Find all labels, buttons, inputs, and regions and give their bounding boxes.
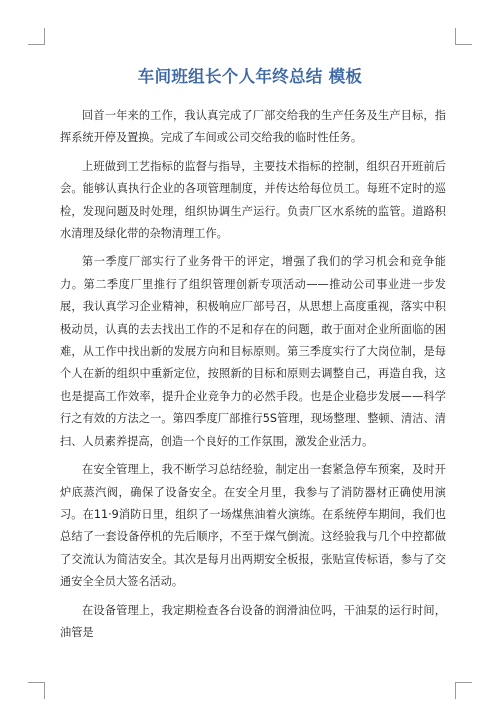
document-body <box>60 105 446 650</box>
crop-mark-bottom-left <box>28 682 45 699</box>
document-title: 车间班组长个人年终总结 模板 <box>137 67 363 86</box>
paragraph-intro: 回首一年来的工作，我认真完成了厂部交给我的生产任务及生产目标，指挥系统开停及置换。完成了车间或公司交给我的临时性任务。 <box>60 109 446 145</box>
paragraph-safety: 在安全管理上，我不断学习总结经验，制定出一套紧急停车预案，及时开炉底蒸汽阀，确保了设备安全。在安全月里，我参与了消防器材正确使用演习。在11·9消防日里，组织了一场煤焦油着火演练。在系统停车期间，我们也总结了一套设备停机的先后顺序，不至于煤气倒流。这经验我与几个中控都做了交流认为简洁安全。其次是每月出两期安全板报，张贴宣传标语，参与了交通安全全员大签名活动。 <box>60 463 446 589</box>
paragraph-daily-work: 上班做到工艺指标的监督与指导，主要技术指标的控制，组织召开班前后会。能够认真执行企业的各项管理制度，并传达给每位员工。每班不定时的巡检，发现问题及时处理，组织协调生产运行。负责厂区水系统的监管。道路积水清理及绿化带的杂物清理工作。 <box>60 159 446 241</box>
crop-mark-top-right <box>455 28 472 45</box>
crop-mark-bottom-right <box>455 682 472 699</box>
paragraph-quarterly: 第一季度厂部实行了业务骨干的评定，增强了我们的学习机会和竞争能力。第二季度厂里推行了组织管理创新专项活动——推动公司事业进一步发展，我认真学习企业精神，积极响应厂部号召，从思想上高度重视，落实中积极动员，认真的去去找出工作的不足和存在的问题，敢于面对企业所面临的困难，从工作中找出新的发展方向和目标原则。第三季度实行了大岗位制，是每个人在新的组织中重新定位，按照新的目标和原则去调整自己，再造自我，这也是提高工作效率，提升企业竞争力的必然手段。也是企业稳步发展——科学行之有效的方法之一。第四季度厂部推行5S管理，现场整理、整顿、清洁、清扫、人员素养提高，创造一个良好的工作氛围，激发企业活力。 <box>60 255 446 448</box>
crop-mark-top-left <box>28 28 45 45</box>
paragraph-equipment: 在设备管理上，我定期检查各台设备的润滑油位吗，干油泵的运行时间，油管是 <box>60 603 446 639</box>
